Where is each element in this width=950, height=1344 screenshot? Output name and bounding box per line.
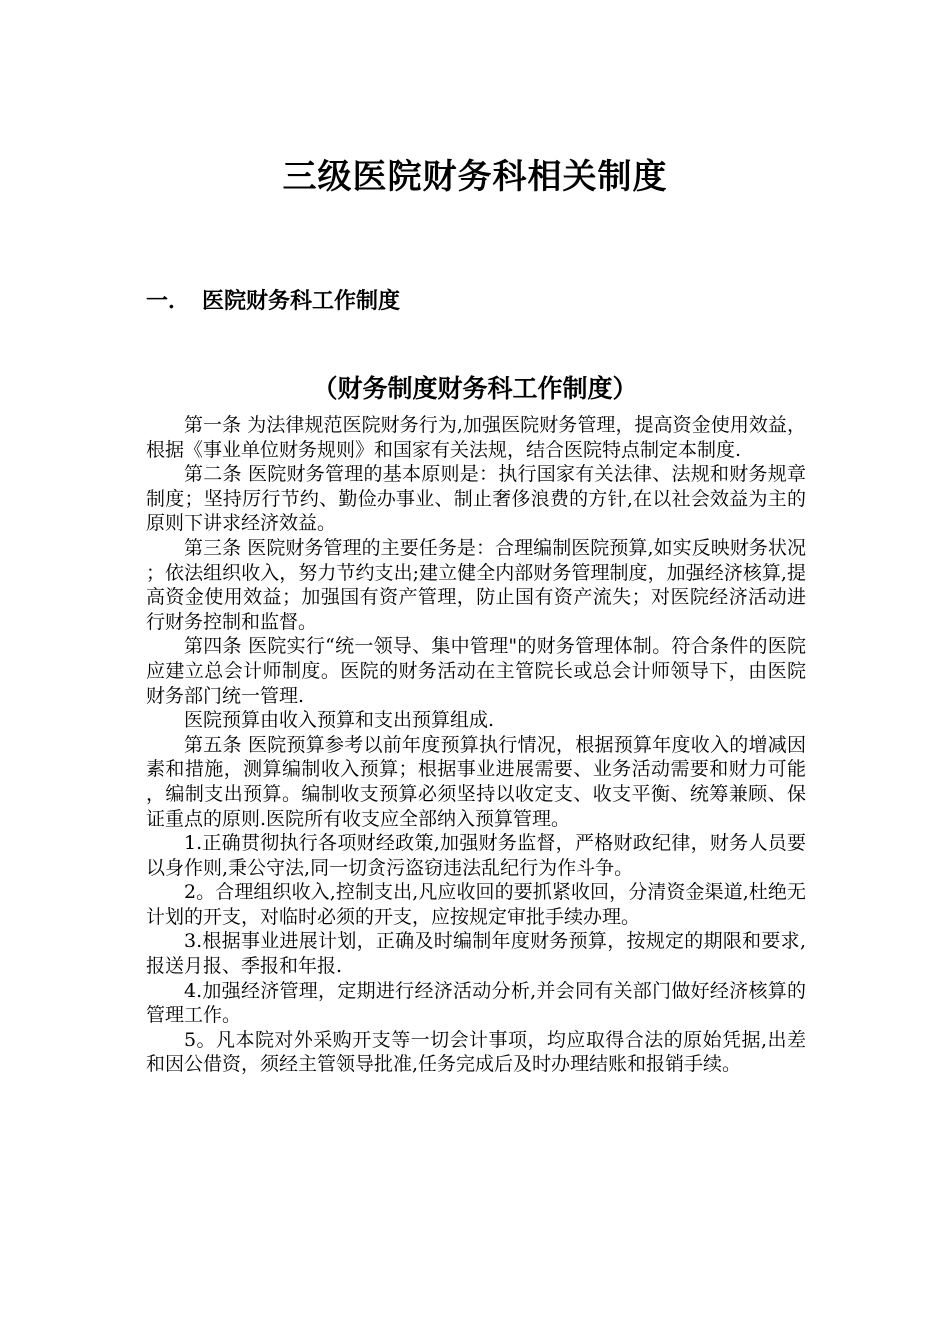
paragraph-budget-note: 医院预算由收入预算和支出预算组成. — [184, 709, 495, 732]
paragraph-article-3: 第三条 医院财务管理的主要任务是：合理编制医院预算,如实反映财务状况；依法组织收入，努力节约支出;建立健全内部财务管理制度，加强经济核算,提高资金使用效益；加强国有资产管理，防止国有资产流失；对医院经济活动进行财务控制和监督。 — [146, 536, 806, 633]
section-heading — [146, 287, 400, 317]
document-subtitle: （财务制度财务科工作制度） — [312, 374, 638, 403]
list-item-2: 2。合理组织收入,控制支出,凡应收回的要抓紧收回，分清资金渠道,杜绝无计划的开支，对临时必须的开支，应按规定审批手续办理。 — [146, 881, 806, 928]
list-item-3: 3.根据事业进展计划，正确及时编制年度财务预算，按规定的期限和要求,报送月报、季报和年报. — [146, 930, 806, 978]
paragraph-article-2: 第二条 医院财务管理的基本原则是：执行国家有关法律、法规和财务规章制度；坚持厉行节约、勤俭办事业、制止奢侈浪费的方针,在以社会效益为主的原则下讲求经济效益。 — [146, 463, 806, 535]
list-item-5: 5。凡本院对外采购开支等一切会计事项，均应取得合法的原始凭据,出差和因公借资，须经主管领导批准,任务完成后及时办理结账和报销手续。 — [146, 1028, 806, 1076]
paragraph-article-4: 第四条 医院实行“统一领导、集中管理"的财务管理体制。符合条件的医院应建立总会计师制度。医院的财务活动在主管院长或总会计师领导下，由医院财务部门统一管理. — [146, 635, 806, 707]
paragraph-article-1: 第一条 为法律规范医院财务行为,加强医院财务管理，提高资金使用效益，根据《事业单位财务规则》和国家有关法规，结合医院特点制定本制度. — [146, 414, 806, 461]
list-item-4: 4.加强经济管理，定期进行经济活动分析,并会同有关部门做好经济核算的管理工作。 — [146, 979, 806, 1027]
document-body — [146, 413, 806, 1077]
section-number: 一． — [146, 289, 191, 314]
section-title: 医院财务科工作制度 — [202, 289, 401, 314]
paragraph-article-5: 第五条 医院预算参考以前年度预算执行情况，根据预算年度收入的增减因素和措施，测算编制收入预算；根据事业进展需要、业务活动需要和财力可能，编制支出预算。编制收支预算必须坚持以收定支、收支平衡、统筹兼顾、保证重点的原则.医院所有收支应全部纳入预算管理。 — [146, 733, 806, 830]
list-item-1: 1.正确贯彻执行各项财经政策,加强财务监督，严格财政纪律，财务人员要以身作则,秉公守法,同一切贪污盗窃违法乱纪行为作斗争。 — [146, 832, 806, 879]
document-title: 三级医院财务科相关制度 — [282, 157, 668, 197]
